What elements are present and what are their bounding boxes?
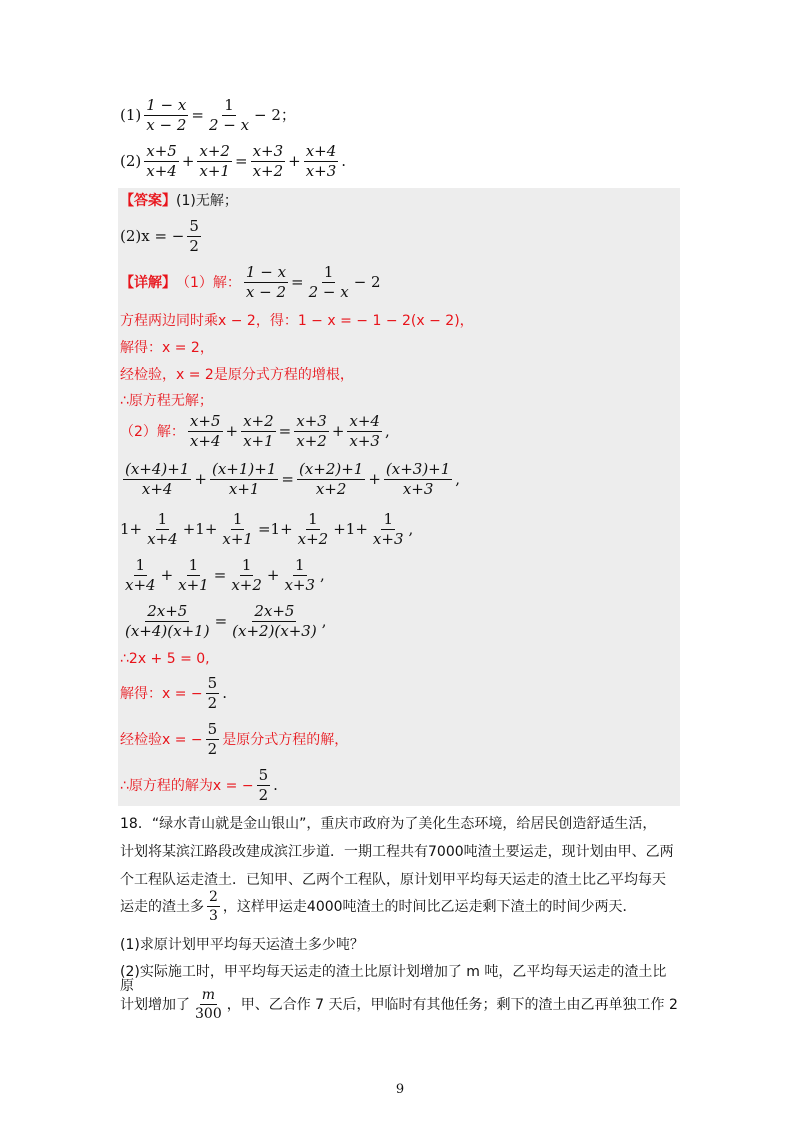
denominator: x+3 [284,576,316,594]
numerator: x+4 [305,142,337,160]
fraction [176,558,211,593]
denominator: x+1 [178,576,209,594]
fraction [282,558,317,593]
detail-t9-prefix: ∴原方程的解为x = − [120,777,254,794]
numerator: x+5 [189,412,221,430]
numerator: 1 [383,510,393,528]
detail-s2: 方程两边同时乘x − 2，得：1 − x = − 1 − 2(x − 2)， [120,313,474,329]
detail-s5: ∴原方程无解； [120,393,213,409]
q18-line-4-prefix: 运走的渣土多 [120,898,204,915]
q18-question-2-cont [120,988,678,1021]
detail-t7-prefix: 解得：x = − [120,685,203,702]
detail-t8 [120,722,348,757]
denominator: (x+4)(x+1) [125,622,210,640]
numerator: 5 [207,674,218,692]
numerator: 1 [241,556,252,574]
fraction [144,98,188,133]
denominator: x − 2 [146,116,187,134]
q17-part2: (2) $\frac{x+5}{x+4}$ + $\frac{x+2}{x+1}$ = $\frac{x+3}{x+2}$ + $\frac{x+4}{x+3}$ . [120,142,347,180]
detail-t8-prefix: 经检验x = − [120,731,203,748]
detail-t7: 解得：x = − $\frac{5}{2}$ . [120,674,227,712]
detail-tag: 【详解】 [120,274,176,291]
detail-s1: 【详解】 （1）解： $\frac{1 - x}{x - 2}$ = $\frac{1}{2 - x}$ − 2 [120,263,381,301]
term: =1+ [257,520,293,538]
fraction [230,604,319,639]
fraction [384,462,452,497]
denominator: x+1 [243,432,274,450]
denominator: x+4 [125,576,156,594]
denominator: x+2 [296,432,327,450]
fraction [123,604,212,639]
fraction [307,265,351,300]
numerator: x+5 [146,142,177,160]
numerator: (x+3)+1 [385,460,451,478]
numerator: 5 [189,217,199,235]
denominator: 2 [207,694,218,712]
fraction [297,462,365,497]
answer-part1: (1)无解； [176,193,238,209]
denominator: x+2 [315,480,347,498]
denominator: x+4 [189,432,221,450]
denominator: x+3 [372,530,404,548]
denominator: 2 [207,740,218,758]
answer-part2-prefix: (2)x = − [120,227,185,245]
denominator: x − 2 [245,283,287,301]
fraction [251,144,286,179]
detail-t3: 1+ $\frac{1}{x+4}$ +1+ $\frac{1}{x+1}$ =1+ $\frac{1}{x+2}$ +1+ $\frac{1}{x+3}$ , [120,510,414,548]
fraction [257,768,271,803]
fraction [244,265,288,300]
numerator: 2x+5 [254,602,295,620]
numerator: (x+4)+1 [125,460,190,478]
denominator: x+3 [402,480,434,498]
numerator: 1 [308,510,318,528]
detail-t6: ∴2x + 5 = 0, [120,651,210,667]
denominator: x+4 [141,480,173,498]
period: . [341,152,347,170]
q18-line-2: 计划将某滨江路段改建成滨江步道．一期工程共有7000吨渣土要运走，现计划由甲、乙两 [120,844,674,860]
numerator: 1 − x [146,96,187,114]
detail-s4: 经检验，x = 2是原分式方程的增根， [120,367,354,383]
fraction [220,512,255,547]
numerator: 2 [209,889,218,905]
fraction [144,144,179,179]
denominator: x+2 [231,576,262,594]
equals: = [191,106,204,124]
q18-line-3: 个工程队运走渣土．已知甲、乙两个工程队，原计划甲平均每天运走的渣土比乙平均每天 [120,872,666,888]
fraction [207,890,220,923]
fraction [207,98,251,133]
detail-t8-suffix: 是原分式方程的解， [222,731,349,748]
numerator: 1 [157,510,168,528]
denominator: x+3 [349,432,380,450]
numerator: 1 [188,556,199,574]
numerator: x+2 [243,412,274,430]
fraction [188,414,223,449]
tail-text: − 2 [353,273,381,291]
denominator: x+4 [147,530,178,548]
fraction [193,988,224,1021]
numerator: 1 [232,510,243,528]
denominator: 2 [258,786,269,804]
denominator: x+2 [297,530,329,548]
fraction [206,676,220,711]
numerator: x+4 [349,412,380,430]
q18-line-4-suffix: ，这样甲运走4000吨渣土的时间比乙运走剩下渣土的时间少两天． [222,898,637,915]
page-number: 9 [395,1082,405,1097]
denominator: x+1 [199,162,230,180]
denominator: 2 − x [308,283,349,301]
detail-t9: ∴原方程的解为x = − $\frac{5}{2}$ . [120,766,278,804]
q18-line-4 [120,890,637,923]
term: +1+ [333,520,368,538]
fraction [229,558,264,593]
detail-t5: $\frac{2x+5}{(x+4)(x+1)}$ = $\frac{2x+5}{(x+2)(x+3)}$ , [125,602,327,640]
denominator: x+3 [305,162,337,180]
numerator: x+3 [296,412,327,430]
denominator: (x+2)(x+3) [232,622,317,640]
q17-p1-label: (1) [120,106,142,124]
fraction [304,144,339,179]
numerator: 5 [207,720,218,738]
answer-tag: 【答案】 [120,193,176,209]
fraction [347,414,382,449]
q17-part1 [120,98,296,133]
tail-text: − 2； [254,106,296,124]
denominator: x+4 [146,162,177,180]
detail-t4: $\frac{1}{x+4}$ + $\frac{1}{x+1}$ = $\frac{1}{x+2}$ + $\frac{1}{x+3}$ , [125,556,325,594]
denominator: x+1 [228,480,260,498]
detail-t1: （2）解： $\frac{x+5}{x+4}$ + $\frac{x+2}{x+1}$ = $\frac{x+3}{x+2}$ + $\frac{x+4}{x+3}$ , [120,412,390,450]
detail-s3: 解得：x = 2， [120,340,214,356]
q18-question-1: (1)求原计划甲平均每天运渣土多少吨？ [120,937,364,953]
denominator: 3 [209,908,218,924]
q18-q3-suffix: ，甲、乙合作 7 天后，甲临时有其他任务；剩下的渣土由乙再单独工作 2 [226,996,678,1013]
numerator: 1 [323,263,334,281]
denominator: x+2 [252,162,284,180]
fraction [197,144,232,179]
numerator: 1 [294,556,305,574]
fraction [145,512,180,547]
numerator: x+2 [199,142,230,160]
q18-line-1: 18．“绿水青山就是金山银山”，重庆市政府为了美化生态环境，给居民创造舒适生活， [120,816,657,832]
numerator: x+3 [252,142,284,160]
denominator: 2 [189,237,199,255]
q18-q3-prefix: 计划增加了 [120,996,190,1013]
term: +1+ [182,520,218,538]
fraction [241,414,276,449]
numerator: (x+1)+1 [211,460,277,478]
numerator: 1 [224,96,234,114]
fraction [123,558,158,593]
answer-line-2 [120,219,204,254]
numerator: 2x+5 [147,602,188,620]
numerator: (x+2)+1 [298,460,364,478]
denominator: x+1 [222,530,253,548]
detail-part2-label: （2）解： [120,423,185,440]
numerator: m [201,987,215,1003]
detail-t2: $\frac{(x+4)+1}{x+4}$ + $\frac{(x+1)+1}{x+1}$ = $\frac{(x+2)+1}{x+2}$ + $\frac{(x+3)+1}{x+3}$ , [125,460,461,498]
numerator: 5 [258,766,269,784]
fraction [296,512,331,547]
fraction [123,462,191,497]
numerator: 1 [135,556,146,574]
term: 1+ [120,520,143,538]
q18-question-2: (2)实际施工时，甲平均每天运走的渣土比原计划增加了 m 吨，乙平均每天运走的渣土比原 [120,964,667,994]
q17-p2-label: (2) [120,152,142,170]
fraction [210,462,278,497]
detail-part1-label: （1）解： [176,274,241,291]
numerator: 1 − x [245,263,287,281]
answer-line-1 [120,194,238,208]
fraction [371,512,406,547]
denominator: 300 [195,1006,222,1022]
fraction [294,414,329,449]
fraction [187,219,201,254]
denominator: 2 − x [208,116,250,134]
fraction [206,722,220,757]
